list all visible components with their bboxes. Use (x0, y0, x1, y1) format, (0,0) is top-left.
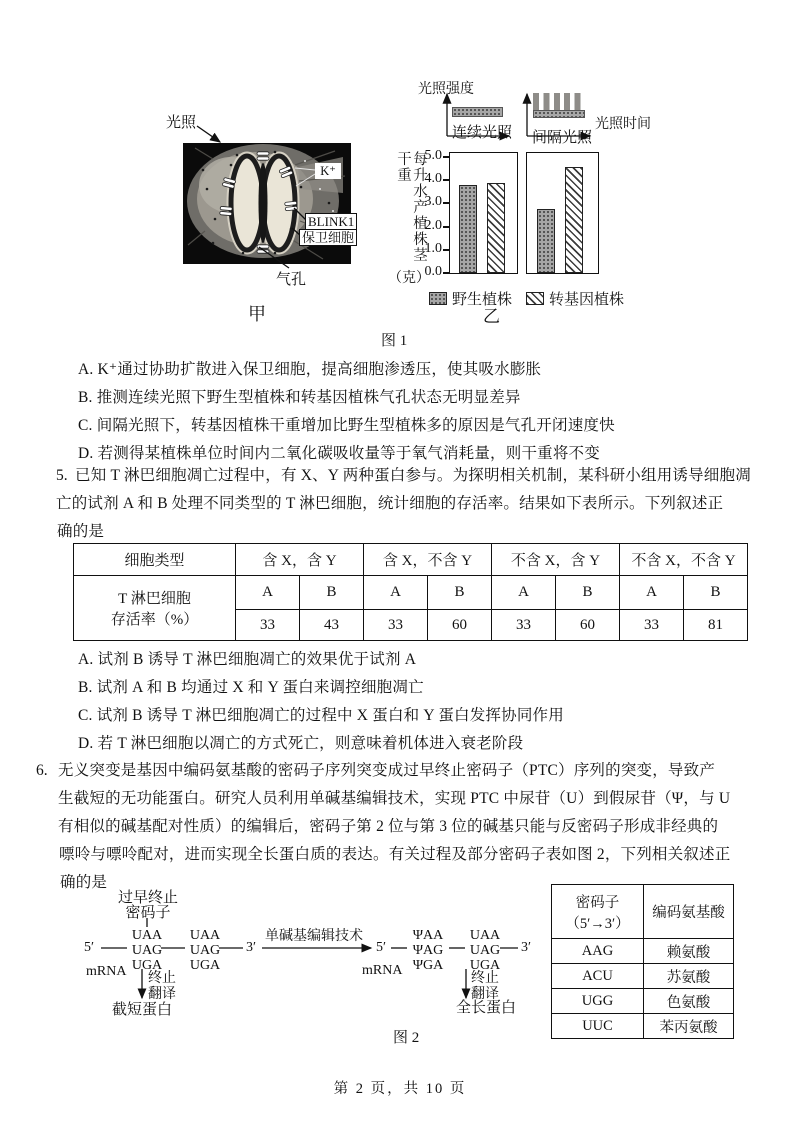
bar-wild-intermittent (537, 209, 555, 273)
guard-cell-label: 保卫细胞 (299, 229, 357, 246)
codon: UAG (189, 943, 221, 958)
amino-acid-cell: 苏氨酸 (644, 964, 734, 989)
codon: UGA (131, 958, 163, 973)
q6-stem-line-2: 生截短的无功能蛋白。研究人员利用单碱基编辑技术，实现 PTC 中尿苷（U）到假尿苷（Ψ，与 U (58, 790, 731, 807)
amino-acid-cell: 苯丙氨酸 (644, 1014, 734, 1039)
q5-option-d: D. 若 T 淋巴细胞以凋亡的方式死亡，则意味着机体进入衰老阶段 (78, 735, 524, 752)
left-codon-stack-2 (186, 928, 224, 973)
light-label: 光照 (166, 115, 197, 131)
survival-table (73, 543, 748, 641)
reagent-cell: B (428, 576, 492, 610)
figure2-caption: 图 2 (393, 1030, 420, 1046)
codon-cell: UUC (552, 1014, 644, 1039)
codon: ΨGA (412, 958, 444, 973)
intermittent-light-teeth (533, 93, 585, 110)
left-five-prime: 5′ (84, 940, 95, 955)
legend-label-wild: 野生植株 (452, 292, 513, 308)
survival-value: 60 (428, 610, 492, 641)
codon: UAA (189, 928, 221, 943)
survival-value: 60 (556, 610, 620, 641)
inset-yaxis-label: 光照强度 (418, 82, 474, 97)
row-label-line2: 存活率（%） (110, 612, 199, 628)
bar-wild-continuous (459, 185, 477, 273)
q4-option-c: C. 间隔光照下，转基因植株干重增加比野生型植株多的原因是气孔开闭速度快 (78, 417, 615, 434)
left-three-prime: 3′ (246, 940, 257, 955)
mrna-label-left: mRNA (86, 964, 127, 979)
stoma-label: 气孔 (276, 272, 307, 288)
potassium-ion-label: K⁺ (315, 163, 341, 179)
table-header-notx-noty: 不含 X，不含 Y (620, 544, 748, 576)
reagent-cell: A (364, 576, 428, 610)
q6-stem-line-1: 无义突变是基因中编码氨基酸的密码子序列突变成过早终止密码子（PTC）序列的突变，导致产 (58, 762, 716, 779)
right-codon-stack-2 (466, 928, 504, 973)
intermittent-light-base (533, 110, 585, 118)
table-header-cell-type: 细胞类型 (74, 544, 236, 576)
reagent-cell: A (620, 576, 684, 610)
continuous-light-caption: 连续光照 (452, 125, 513, 141)
codon-header-line2: （5′→3′） (565, 915, 630, 932)
reagent-cell: A (236, 576, 300, 610)
q6-stem-line-3: 有相似的碱基配对性质）的编辑后，密码子第 2 位与第 3 位的碱基只能与反密码子形成非经典的 (58, 818, 719, 835)
edit-technique-label: 单碱基编辑技术 (265, 929, 363, 944)
amino-acid-cell: 色氨酸 (644, 989, 734, 1014)
codon-header-right: 编码氨基酸 (644, 885, 734, 939)
stoma-leader (259, 247, 289, 268)
ytick-0: 0.0 (424, 264, 442, 279)
q5-option-c: C. 试剂 B 诱导 T 淋巴细胞凋亡的过程中 X 蛋白和 Y 蛋白发挥协同作用 (78, 707, 564, 724)
question-5-options (78, 646, 564, 758)
stop-label-left-1: 终止 (148, 971, 176, 986)
ptc-label-line1: 过早终止 (117, 890, 178, 906)
reagent-cell: B (684, 576, 748, 610)
table-header-xy: 含 X，含 Y (236, 544, 364, 576)
codon: ΨAA (412, 928, 444, 943)
panel-yi-label: 乙 (483, 307, 500, 326)
reagent-cell: B (300, 576, 364, 610)
codon: UGA (469, 958, 501, 973)
codon: UAA (131, 928, 163, 943)
q6-stem-line-5: 确的是 (60, 874, 108, 891)
chart-y-axis-label: 每升水产植株茎干重 (395, 151, 427, 263)
codon: ΨAG (412, 943, 444, 958)
ptc-label-line2: 密码子 (125, 905, 171, 921)
survival-value: 33 (620, 610, 684, 641)
q5-stem-line-1: 已知 T 淋巴细胞凋亡过程中，有 X、Y 两种蛋白参与。为探明相关机制，某科研小组用诱导细胞凋 (75, 467, 751, 484)
mrna-label-right: mRNA (362, 963, 403, 978)
codon-cell: ACU (552, 964, 644, 989)
figure1-caption: 图 1 (381, 333, 408, 349)
q4-option-a: A. K⁺通过协助扩散进入保卫细胞，提高细胞渗透压，使其吸水膨胀 (78, 361, 542, 378)
codon-cell: UGG (552, 989, 644, 1014)
stop-label-right-2: 翻译 (471, 987, 499, 1002)
legend-label-transgenic: 转基因植株 (549, 292, 625, 308)
q5-stem-line-3: 确的是 (57, 523, 105, 540)
left-codon-stack-1 (128, 928, 166, 973)
light-arrow (197, 126, 220, 142)
q5-option-a: A. 试剂 B 诱导 T 淋巴细胞凋亡的效果优于试剂 A (78, 651, 417, 668)
right-five-prime: 5′ (376, 940, 387, 955)
ytick-4: 4.0 (424, 171, 442, 186)
chart-panel-intermittent (526, 152, 599, 274)
codon: UAG (469, 943, 501, 958)
row-label-line1: T 淋巴细胞 (118, 591, 191, 607)
intermittent-light-caption: 间隔光照 (532, 130, 593, 146)
q4-option-b: B. 推测连续光照下野生型植株和转基因植株气孔状态无明显差异 (78, 389, 521, 406)
q6-number: 6. (36, 762, 48, 779)
legend-swatch-transgenic (526, 292, 544, 305)
codon-header-line1: 密码子 (575, 894, 620, 911)
codon: UAG (131, 943, 163, 958)
legend-swatch-wild (429, 292, 447, 305)
q5-stem-line-2: 亡的试剂 A 和 B 处理不同类型的 T 淋巴细胞，统计细胞的存活率。结果如下表所示。下列叙述正 (56, 495, 724, 512)
survival-value: 33 (236, 610, 300, 641)
inset-xaxis-label: 光照时间 (595, 117, 651, 132)
ytick-1: 1.0 (424, 241, 442, 256)
reagent-cell: A (492, 576, 556, 610)
q6-stem-line-4: 嘌呤与嘌呤配对，进而实现全长蛋白质的表达。有关过程及部分密码子表如图 2，下列相关叙述正 (59, 846, 731, 863)
chart-y-axis-unit: （克） (388, 271, 430, 286)
codon: UGA (189, 958, 221, 973)
question-4-options (78, 356, 615, 468)
table-header-x-noty: 含 X，不含 Y (364, 544, 492, 576)
codon: UAA (469, 928, 501, 943)
right-three-prime: 3′ (521, 940, 532, 955)
survival-value: 81 (684, 610, 748, 641)
chart-legend (429, 288, 624, 309)
amino-acid-cell: 赖氨酸 (644, 939, 734, 964)
survival-value: 33 (492, 610, 556, 641)
q4-option-d: D. 若测得某植株单位时间内二氧化碳吸收量等于氧气消耗量，则干重将不变 (78, 445, 600, 462)
ytick-5: 5.0 (424, 148, 442, 163)
blink1-label: BLINK1 (305, 213, 357, 230)
reagent-cell: B (556, 576, 620, 610)
bar-transgenic-intermittent (565, 167, 583, 273)
chart-panel-continuous (449, 152, 518, 274)
right-codon-stack-psi (409, 928, 447, 973)
stop-label-right-1: 终止 (471, 971, 499, 986)
ytick-3: 3.0 (424, 194, 442, 209)
panel-jia-label: 甲 (248, 304, 266, 324)
full-length-protein-label: 全长蛋白 (456, 1000, 517, 1016)
survival-value: 33 (364, 610, 428, 641)
bar-transgenic-continuous (487, 183, 505, 273)
ytick-2: 2.0 (424, 218, 442, 233)
q5-option-b: B. 试剂 A 和 B 均通过 X 和 Y 蛋白来调控细胞凋亡 (78, 679, 424, 696)
codon-table (551, 884, 734, 1039)
codon-cell: AAG (552, 939, 644, 964)
survival-value: 43 (300, 610, 364, 641)
table-row-label (74, 576, 236, 641)
stop-label-left-2: 翻译 (148, 987, 176, 1002)
page-footer: 第 2 页，共 10 页 (333, 1081, 467, 1097)
codon-header-left (552, 885, 644, 939)
continuous-light-bar (452, 107, 503, 117)
table-header-notx-y: 不含 X，含 Y (492, 544, 620, 576)
truncated-protein-label: 截短蛋白 (112, 1002, 173, 1018)
q5-number: 5. (56, 467, 68, 484)
